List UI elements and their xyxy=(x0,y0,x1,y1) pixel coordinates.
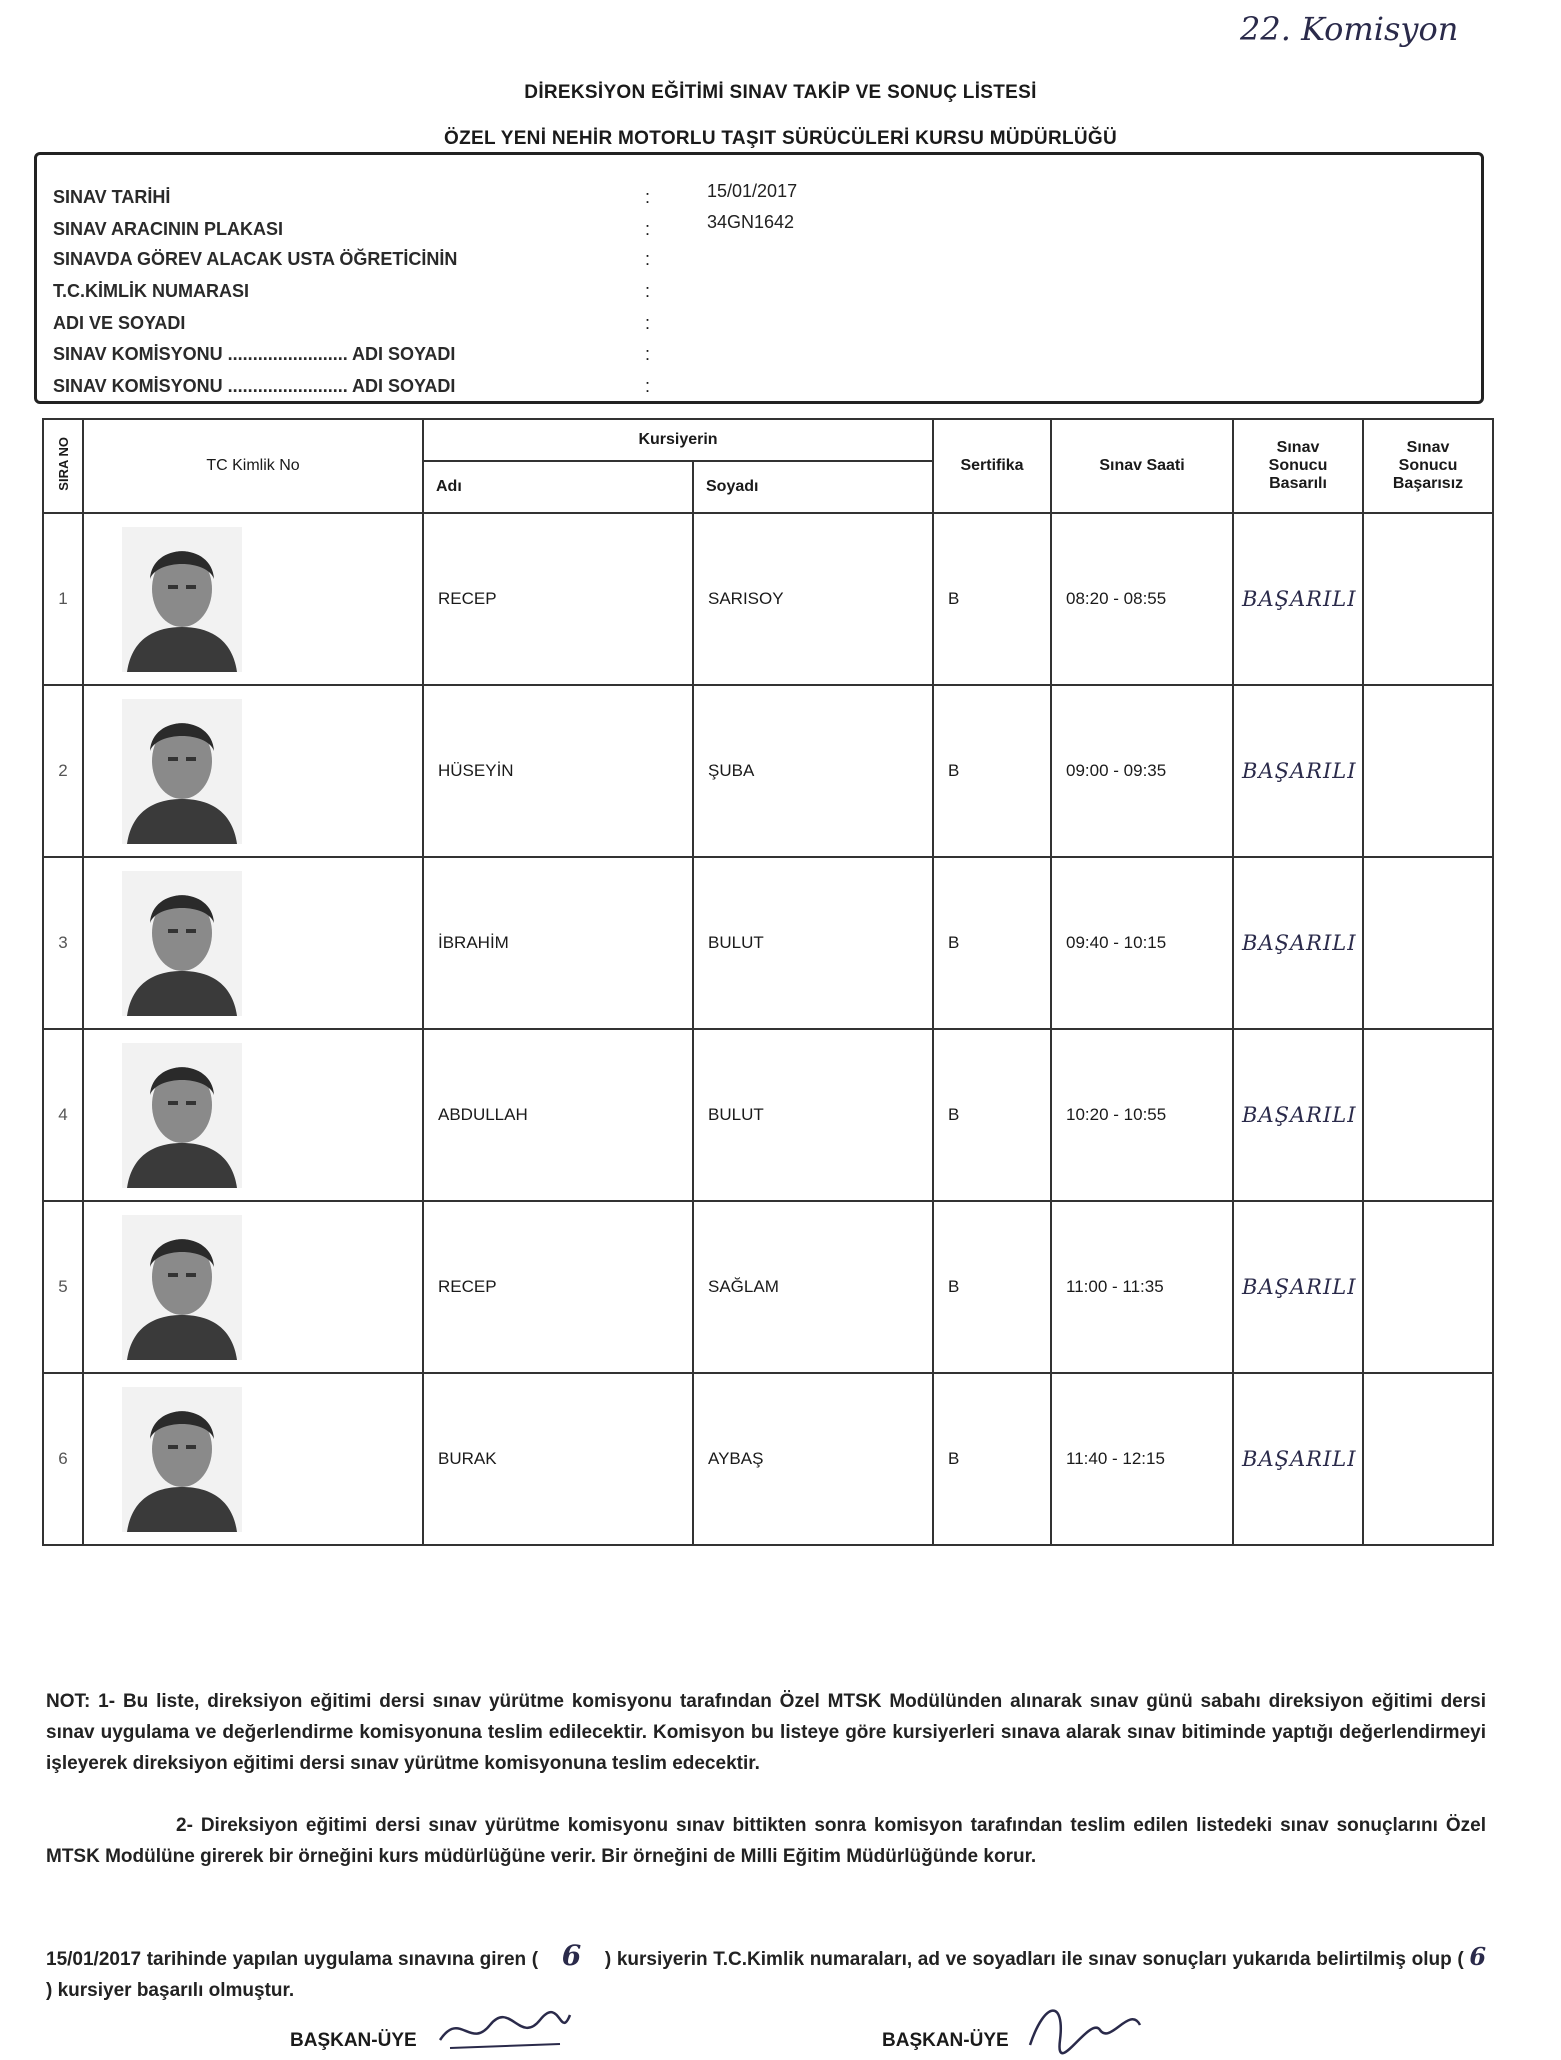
document-subtitle: ÖZEL YENİ NEHİR MOTORLU TAŞIT SÜRÜCÜLERİ KURSU MÜDÜRLÜĞÜ xyxy=(443,128,1117,149)
cell-adi-text: RECEP xyxy=(438,1277,497,1296)
cell-sertifika xyxy=(933,685,1051,857)
info-colon: : xyxy=(645,187,651,207)
cell-sertifika-text: B xyxy=(948,1105,960,1124)
row-number xyxy=(43,1201,83,1373)
table-row xyxy=(43,1029,1493,1201)
summary-text-a: 15/01/2017 tarihinde yapılan uygulama sınavına giren ( xyxy=(46,1949,539,1970)
cell-soyadi-text: ŞUBA xyxy=(708,761,755,780)
info-label-exam-date: SINAV TARİHİ xyxy=(53,187,171,207)
row-number xyxy=(43,857,83,1029)
signature-scribble-left xyxy=(430,2000,580,2058)
cell-sertifika xyxy=(933,1029,1051,1201)
header-adi: Adı xyxy=(423,461,693,513)
cell-sertifika-text: B xyxy=(948,589,960,608)
note-paragraph-2: 2- Direksiyon eğitimi dersi sınav yürütme komisyonu sınav bittikten sonra komisyon tarafından teslim edilen listedeki sınav sonuçlarını Özel MTSK Modülüne girerek bir örneğini kurs müdürlüğüne verir. Bir örneğini de Milli Eğitim Müdürlüğünde korur. xyxy=(46,1815,1486,1867)
row-number-text: 3 xyxy=(58,933,68,952)
cell-sonuc-basarisiz xyxy=(1363,685,1493,857)
info-colon: : xyxy=(645,219,651,239)
cell-sonuc-basarisiz xyxy=(1363,1029,1493,1201)
cell-sertifika-text: B xyxy=(948,933,960,952)
cell-soyadi xyxy=(693,685,933,857)
cell-sonuc-basarili xyxy=(1233,1029,1363,1201)
cell-sonuc-basarisiz xyxy=(1363,1201,1493,1373)
cell-adi-text: RECEP xyxy=(438,589,497,608)
cell-soyadi xyxy=(693,1029,933,1201)
signature-scribble-right xyxy=(1020,1995,1150,2055)
summary-count-handwritten: 6 xyxy=(561,1939,582,1972)
table-row xyxy=(43,1201,1493,1373)
row-number xyxy=(43,1029,83,1201)
header-sinav-saati: Sınav Saati xyxy=(1051,419,1233,513)
photo-cell xyxy=(83,1373,423,1545)
cell-adi xyxy=(423,857,693,1029)
summary-count-handwritten-2: 6 xyxy=(1469,1942,1487,1971)
header-basarisiz: Sınav Sonucu Başarısız xyxy=(1363,419,1493,513)
info-value-plate: 34GN1642 xyxy=(707,212,795,232)
header-soyadi: Soyadı xyxy=(693,461,933,513)
row-number-text: 4 xyxy=(58,1105,68,1124)
row-number-text: 6 xyxy=(58,1449,68,1468)
cell-sinav-saati xyxy=(1051,1201,1233,1373)
handwritten-result: BAŞARILI xyxy=(1242,1103,1357,1127)
cell-sinav-saati xyxy=(1051,513,1233,685)
cell-soyadi xyxy=(693,1201,933,1373)
handwritten-result: BAŞARILI xyxy=(1242,931,1357,955)
student-photo xyxy=(122,699,242,844)
photo-cell xyxy=(83,685,423,857)
cell-sertifika-text: B xyxy=(948,1449,960,1468)
cell-sinav-saati xyxy=(1051,685,1233,857)
info-colon: : xyxy=(645,281,651,301)
header-basarili: Sınav Sonucu Basarılı xyxy=(1233,419,1363,513)
header-sertifika: Sertifika xyxy=(933,419,1051,513)
cell-soyadi xyxy=(693,513,933,685)
cell-sertifika xyxy=(933,1201,1051,1373)
cell-soyadi-text: SARISOY xyxy=(708,589,784,608)
info-label-commission-1: SINAV KOMİSYONU ........................ ADI SOYADI xyxy=(53,344,456,364)
note-paragraph-1: NOT: 1- Bu liste, direksiyon eğitimi dersi sınav yürütme komisyonu tarafından Özel MTSK Modülünden alınarak sınav günü sabahı direksiyon eğitimi dersi sınav uygulama ve değerlendirme komisyonuna teslim edilecektir. Komisyon bu listeye göre kursiyerleri sınava alarak sınav bitiminde yaptığı değerlendirmeyi işleyerek direksiyon eğitimi dersi sınav yürütme komisyonuna teslim edecektir. xyxy=(46,1691,1486,1774)
exam-info-box xyxy=(34,152,1484,404)
handwritten-result: BAŞARILI xyxy=(1242,1447,1357,1471)
cell-adi xyxy=(423,685,693,857)
info-label-commission-2: SINAV KOMİSYONU ........................ ADI SOYADI xyxy=(53,376,456,396)
header-tc-kimlik: TC Kimlik No xyxy=(83,419,423,513)
row-number-text: 2 xyxy=(58,761,68,780)
info-colon: : xyxy=(645,313,651,333)
cell-adi-text: HÜSEYİN xyxy=(438,761,514,780)
cell-adi-text: ABDULLAH xyxy=(438,1105,528,1124)
summary-text-c: ) kursiyer başarılı olmuştur. xyxy=(46,1980,295,2001)
table-row xyxy=(43,513,1493,685)
row-number-text: 1 xyxy=(58,589,68,608)
summary-text-b: ) kursiyerin T.C.Kimlik numaraları, ad ve soyadları ile sınav sonuçları yukarıda belirtilmiş olup ( xyxy=(604,1949,1464,1970)
cell-sinav-saati-text: 10:20 - 10:55 xyxy=(1066,1105,1167,1124)
table-row xyxy=(43,857,1493,1029)
info-label-name: ADI VE SOYADI xyxy=(53,313,186,333)
cell-soyadi-text: AYBAŞ xyxy=(708,1449,764,1468)
cell-sinav-saati xyxy=(1051,857,1233,1029)
cell-soyadi-text: SAĞLAM xyxy=(708,1277,779,1296)
cell-sertifika xyxy=(933,1373,1051,1545)
table-row xyxy=(43,1373,1493,1545)
photo-cell xyxy=(83,1029,423,1201)
student-photo xyxy=(122,1215,242,1360)
handwritten-result: BAŞARILI xyxy=(1242,1275,1357,1299)
corner-handwritten-note: 22. Komisyon xyxy=(1240,10,1459,48)
cell-sinav-saati-text: 09:00 - 09:35 xyxy=(1066,761,1167,780)
handwritten-result: BAŞARILI xyxy=(1242,587,1357,611)
cell-sertifika-text: B xyxy=(948,1277,960,1296)
cell-sonuc-basarili xyxy=(1233,857,1363,1029)
row-number-text: 5 xyxy=(58,1277,68,1296)
student-photo xyxy=(122,871,242,1016)
cell-sonuc-basarili xyxy=(1233,685,1363,857)
info-label-tc-number: T.C.KİMLİK NUMARASI xyxy=(53,281,249,301)
cell-sinav-saati-text: 11:00 - 11:35 xyxy=(1066,1277,1164,1296)
cell-sinav-saati xyxy=(1051,1029,1233,1201)
row-number xyxy=(43,685,83,857)
table-row xyxy=(43,685,1493,857)
row-number xyxy=(43,1373,83,1545)
cell-soyadi-text: BULUT xyxy=(708,1105,764,1124)
cell-sertifika-text: B xyxy=(948,761,960,780)
cell-sinav-saati xyxy=(1051,1373,1233,1545)
cell-sonuc-basarisiz xyxy=(1363,857,1493,1029)
info-label-instructor: SINAVDA GÖREV ALACAK USTA ÖĞRETİCİNİN xyxy=(53,249,458,269)
cell-adi xyxy=(423,1373,693,1545)
student-photo xyxy=(122,527,242,672)
cell-sinav-saati-text: 09:40 - 10:15 xyxy=(1066,933,1167,952)
info-label-plate: SINAV ARACININ PLAKASI xyxy=(53,219,284,239)
cell-soyadi-text: BULUT xyxy=(708,933,764,952)
photo-cell xyxy=(83,513,423,685)
cell-sonuc-basarisiz xyxy=(1363,513,1493,685)
exam-results-table xyxy=(42,418,1494,1546)
cell-soyadi xyxy=(693,857,933,1029)
row-number xyxy=(43,513,83,685)
cell-sonuc-basarisiz xyxy=(1363,1373,1493,1545)
cell-adi-text: BURAK xyxy=(438,1449,497,1468)
cell-sinav-saati-text: 11:40 - 12:15 xyxy=(1066,1449,1165,1468)
signature-label-left: BAŞKAN-ÜYE xyxy=(290,2030,417,2051)
handwritten-result: BAŞARILI xyxy=(1242,759,1357,783)
cell-sinav-saati-text: 08:20 - 08:55 xyxy=(1066,589,1167,608)
cell-adi xyxy=(423,513,693,685)
cell-adi-text: İBRAHİM xyxy=(438,933,509,952)
student-photo xyxy=(122,1043,242,1188)
info-colon: : xyxy=(645,344,651,364)
photo-cell xyxy=(83,1201,423,1373)
cell-soyadi xyxy=(693,1373,933,1545)
signature-label-right: BAŞKAN-ÜYE xyxy=(882,2030,1009,2051)
info-value-exam-date: 15/01/2017 xyxy=(707,181,798,201)
photo-cell xyxy=(83,857,423,1029)
info-colon: : xyxy=(645,376,651,396)
cell-sonuc-basarili xyxy=(1233,1373,1363,1545)
cell-sonuc-basarili xyxy=(1233,1201,1363,1373)
note-summary xyxy=(46,1940,1486,2006)
header-sira-no: SIRA NO xyxy=(43,419,83,513)
student-photo xyxy=(122,1387,242,1532)
cell-adi xyxy=(423,1201,693,1373)
info-colon: : xyxy=(645,249,651,269)
cell-sonuc-basarili xyxy=(1233,513,1363,685)
header-kursiyerin: Kursiyerin xyxy=(423,419,933,461)
cell-sertifika xyxy=(933,857,1051,1029)
cell-adi xyxy=(423,1029,693,1201)
cell-sertifika xyxy=(933,513,1051,685)
document-title: DİREKSİYON EĞİTİMİ SINAV TAKİP VE SONUÇ LİSTESİ xyxy=(524,82,1037,103)
